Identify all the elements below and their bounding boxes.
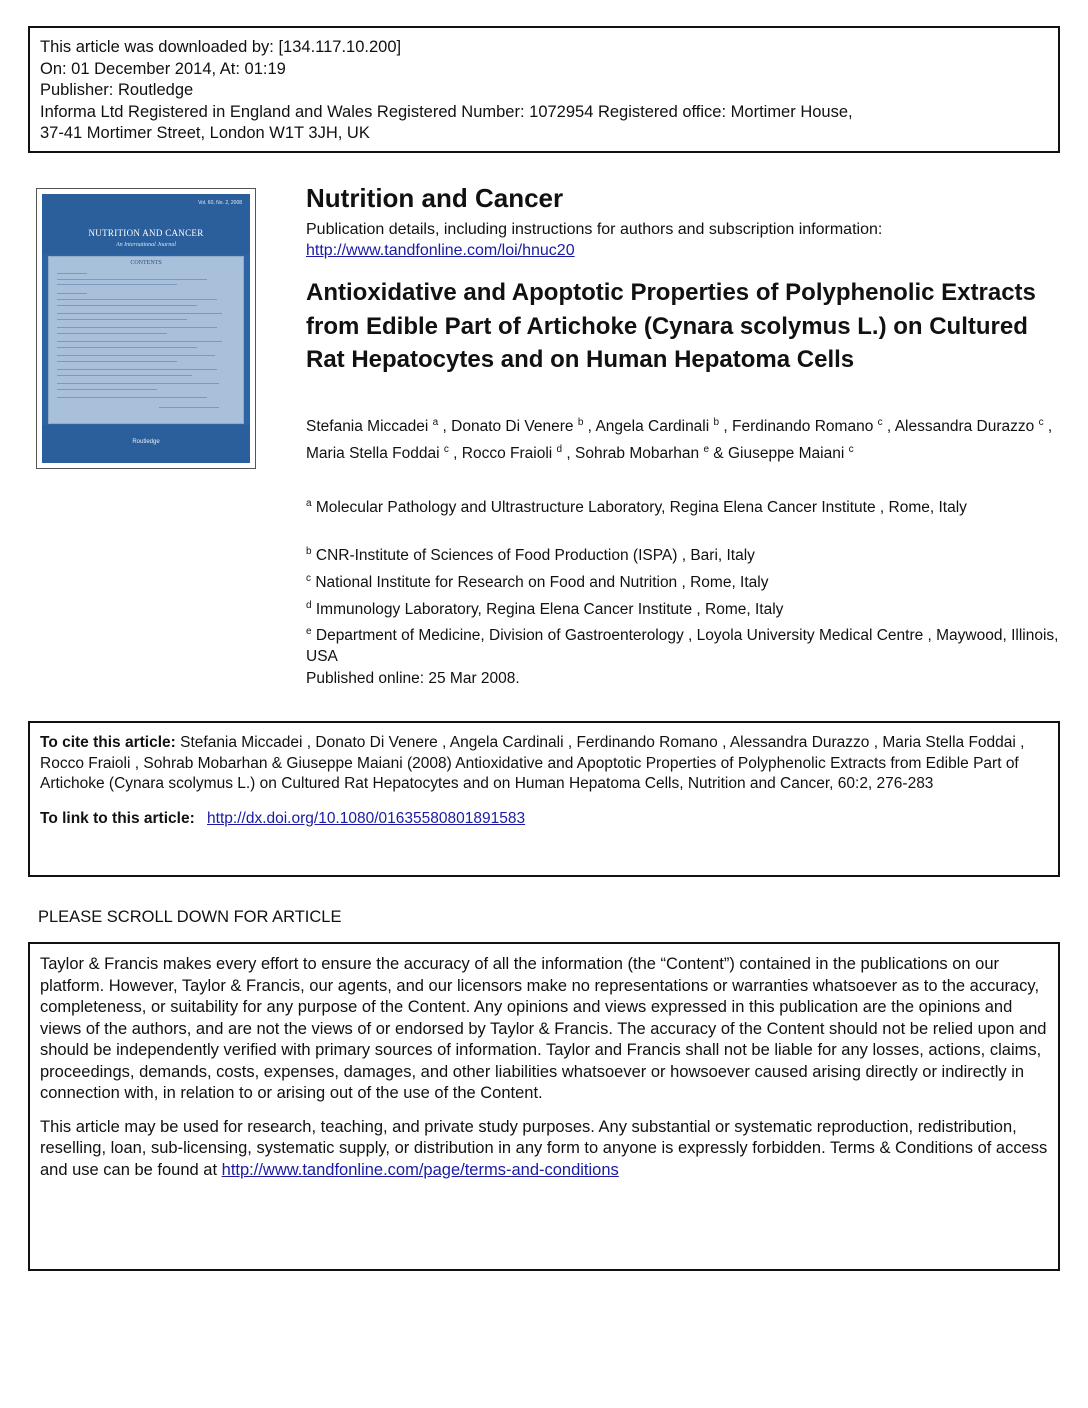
affiliation-mark: d — [306, 599, 312, 611]
affiliation-mark: c — [306, 572, 311, 584]
author-affiliation-mark: b — [577, 416, 584, 428]
usage-terms-text: This article may be used for research, teaching, and private study purposes. Any substantial or systematic reproduction, redistribution, reselling, loan, sub-licensing, systematic supply, or distribution in any form to anyone is expressly forbidden. Terms & Conditions of access and use can be found at — [40, 1117, 1048, 1179]
cover-text-line — [57, 383, 219, 384]
author-name: Rocco Fraioli — [461, 444, 553, 462]
affiliation-b — [306, 545, 1066, 566]
cover-subtitle: An International Journal — [116, 242, 176, 248]
cover-art — [42, 194, 250, 463]
affiliation-mark: b — [306, 545, 312, 557]
cover-text-line — [57, 284, 177, 285]
affiliation-mark: a — [306, 497, 312, 509]
affiliation-mark: e — [306, 625, 312, 637]
cover-title: NUTRITION AND CANCER — [88, 228, 204, 238]
cover-text-line — [57, 279, 207, 280]
cover-text-line — [57, 293, 87, 294]
journal-url-link[interactable]: http://www.tandfonline.com/loi/hnuc20 — [306, 242, 575, 259]
affiliation-text: Immunology Laboratory, Regina Elena Cancer Institute , Rome, Italy — [315, 601, 784, 618]
cover-text-line — [57, 375, 192, 376]
cover-text-line — [57, 313, 222, 314]
author-separator: , — [438, 418, 452, 435]
disclaimer-box — [28, 942, 1060, 1271]
disclaimer-paragraph: Taylor & Francis makes every effort to ensure the accuracy of all the information (the “Content”) contained in the publications on our platform. However, Taylor & Francis, our agents, and our licensors make no representations or warranties whatsoever as to the accuracy, completeness, or suitability for any purpose of the Content. Any opinions and views expressed in this publication are the opinions and views of the authors, and are not the views of or endorsed by Taylor & Francis. The accuracy of the Content should not be relied upon and should be independently verified with primary sources of information. Taylor and Francis shall not be liable for any losses, actions, claims, proceedings, demands, costs, expenses, damages, and other liabilities whatsoever or howsoever caused arising directly or indirectly in connection with, in relation to or arising out of the use of the Content. — [40, 955, 1047, 1102]
link-label: To link to this article: — [40, 809, 195, 827]
cover-text-line — [57, 333, 167, 334]
affiliation-c — [306, 572, 1066, 593]
author-affiliation-mark: c — [1038, 416, 1044, 428]
author-separator: , — [882, 418, 895, 435]
cover-footer — [42, 425, 250, 463]
cover-text-line — [57, 369, 217, 370]
publisher-line: Publisher: Routledge — [40, 81, 194, 99]
cover-publisher-logo: Routledge — [132, 439, 160, 445]
author-affiliation-mark: b — [713, 416, 720, 428]
author-name: Stefania Miccadei — [306, 418, 429, 435]
affiliation-e — [306, 625, 1066, 667]
download-ip-line: This article was downloaded by: [134.117.10.200] — [40, 38, 402, 56]
cover-text-line — [159, 407, 219, 408]
author-name: Donato Di Venere — [451, 418, 574, 435]
article-title: Antioxidative and Apoptotic Properties of Polyphenolic Extracts from Edible Part of Artichoke (Cynara scolymus L.) on Cultured Rat Hepatocytes and on Human Hepatoma Cells — [306, 279, 1036, 373]
author-affiliation-mark: c — [877, 416, 883, 428]
journal-cover-image — [36, 188, 256, 469]
author-name: Sohrab Mobarhan — [575, 444, 700, 462]
author-separator: , — [1043, 418, 1053, 435]
cover-text-line — [57, 355, 215, 356]
affiliation-a — [306, 497, 1066, 518]
cover-text-line — [57, 299, 217, 300]
author-name: Angela Cardinali — [595, 418, 710, 435]
author-affiliation-mark: c — [443, 443, 449, 455]
author-affiliation-mark: d — [556, 443, 563, 455]
cover-text-line — [57, 305, 197, 306]
registration-line: Informa Ltd Registered in England and Wales Registered Number: 1072954 Registered office: Mortimer House, — [40, 102, 853, 121]
affiliation-text: Department of Medicine, Division of Gastroenterology , Loyola University Medical Centre , Maywood, Illinois, USA — [306, 627, 1059, 665]
cover-contents-panel — [48, 256, 244, 424]
affiliation-text: CNR-Institute of Sciences of Food Production (ISPA) , Bari, Italy — [315, 547, 755, 564]
journal-title: Nutrition and Cancer — [306, 183, 564, 213]
download-info-box — [28, 26, 1060, 153]
author-separator: , — [562, 444, 576, 462]
cover-text-line — [57, 341, 222, 342]
author-name: Ferdinando Romano — [732, 418, 874, 435]
author-name: Maria Stella Foddai — [306, 444, 440, 462]
citation-paragraph — [40, 733, 1048, 795]
cite-label: To cite this article: — [40, 734, 176, 751]
affiliation-text: National Institute for Research on Food and Nutrition , Rome, Italy — [315, 574, 769, 591]
usage-terms-paragraph — [40, 1117, 1048, 1182]
citation-text: Stefania Miccadei , Donato Di Venere , Angela Cardinali , Ferdinando Romano , Alessandra Durazzo , Maria Stella Foddai , Rocco Fraioli , Sohrab Mobarhan & Giuseppe Maiani (2008) Antioxidative and Apoptotic Properties of Polyphenolic Extracts from Edible Part of Artichoke (Cynara scolymus L.) on Cultured Rat Hepatocytes and on Human Hepatoma Cells, Nutrition and Cancer, 60:2, 276-283 — [40, 734, 1025, 792]
published-date: Published online: 25 Mar 2008. — [306, 670, 520, 687]
author-list — [306, 414, 1066, 467]
author-separator: , — [448, 444, 462, 462]
author-affiliation-mark: e — [703, 443, 709, 455]
cover-text-line — [57, 273, 87, 274]
article-link-row — [40, 809, 1048, 830]
cover-text-line — [57, 327, 217, 328]
cover-issue-label: Vol. 60, No. 2, 2008 — [198, 200, 242, 206]
cover-contents-title: CONTENTS — [130, 260, 162, 266]
cover-header — [42, 194, 250, 254]
address-line: 37-41 Mortimer Street, London W1T 3JH, UK — [40, 124, 370, 142]
author-separator: & — [709, 444, 728, 462]
affiliation-text: Molecular Pathology and Ultrastructure Laboratory, Regina Elena Cancer Institute , Rome, Italy — [315, 499, 967, 516]
cover-text-line — [57, 389, 157, 390]
affiliation-d — [306, 599, 1066, 620]
cover-text-line — [57, 347, 197, 348]
author-affiliation-mark: c — [848, 443, 854, 455]
cover-text-line — [57, 361, 177, 362]
author-separator: , — [583, 418, 596, 435]
citation-box — [28, 721, 1060, 877]
terms-and-conditions-link[interactable]: http://www.tandfonline.com/page/terms-and-conditions — [221, 1160, 619, 1179]
cover-text-line — [57, 319, 187, 320]
publication-details: Publication details, including instructions for authors and subscription information: — [306, 221, 883, 238]
author-name: Giuseppe Maiani — [727, 444, 845, 462]
doi-link[interactable]: http://dx.doi.org/10.1080/01635580801891583 — [207, 809, 526, 827]
download-date-line: On: 01 December 2014, At: 01:19 — [40, 59, 286, 78]
author-affiliation-mark: a — [432, 416, 439, 428]
cover-text-line — [57, 397, 207, 398]
author-separator: , — [719, 418, 732, 435]
author-name: Alessandra Durazzo — [894, 418, 1035, 435]
scroll-notice: PLEASE SCROLL DOWN FOR ARTICLE — [38, 908, 342, 926]
